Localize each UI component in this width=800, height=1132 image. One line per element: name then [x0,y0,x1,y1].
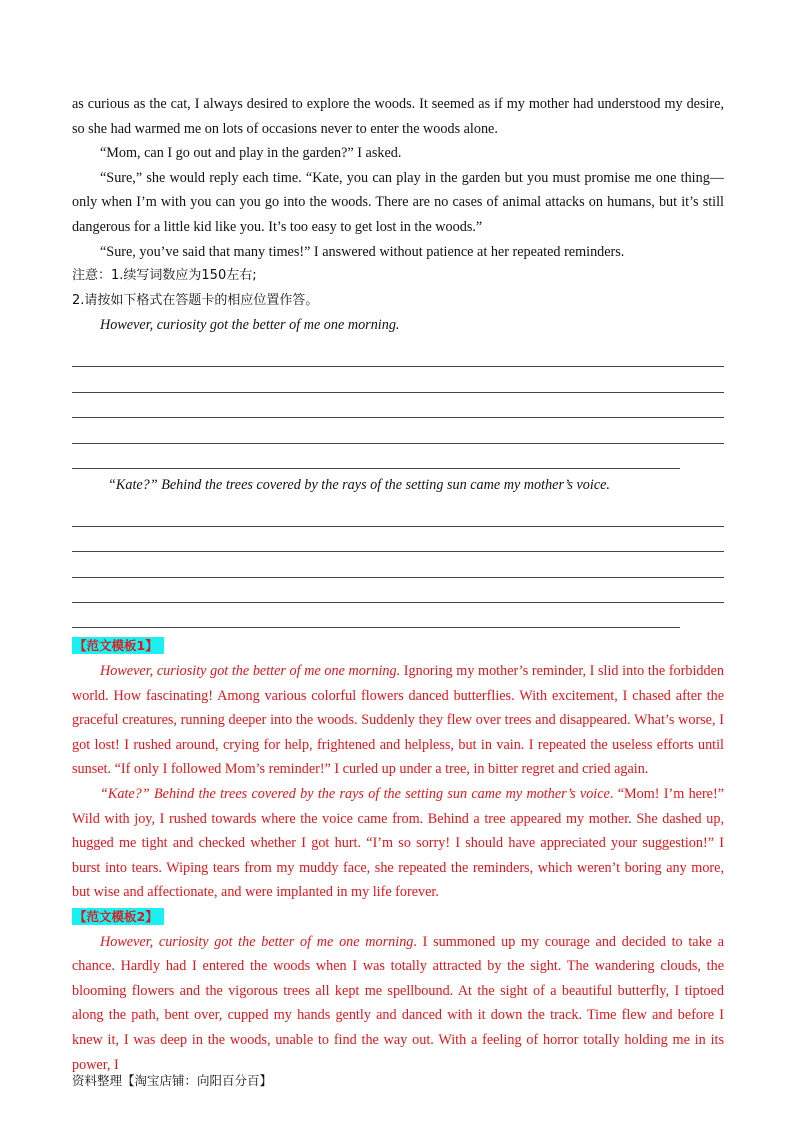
sample-1-lead-1: However, curiosity got the better of me one morning. [100,663,401,680]
document-page [72,92,724,1077]
answer-line [72,342,724,367]
sample-2-label: 【范文模板2】 [72,908,164,925]
answer-line [72,578,724,603]
note-2: 2.请按如下格式在答题卡的相应位置作答。 [72,292,319,308]
sample-1-body-1: Ignoring my mother’s reminder, I slid into the forbidden world. How fascinating! Among various colorful flowers danced butterflies. With excitement, I chased after the graceful creatures, running deeper into the woods. Suddenly they flew over trees and disappeared. What’s worse, I got lost! I rushed around, crying for help, frightened and helpless, but in vain. I repeated the useless efforts until sunset. “If only I followed Mom’s reminder!” I curled up under a tree, in bitter regret and cried again. [72,663,724,778]
sample-2-paragraph-1 [72,930,724,1078]
answer-line [72,552,724,577]
answer-line [72,527,724,552]
answer-lines-1 [72,342,724,469]
answer-line [72,444,680,469]
sample-1-paragraph-2 [72,782,724,905]
sample-1-body-2: . “Mom! I’m here!” Wild with joy, I rushed towards where the voice came from. Behind a tree appeared my mother. She dashed up, hugged me tight and checked whether I got hurt. “I’m so sorry! I should have appreciated your suggestion!” I burst into tears. Wiping tears from my muddy face, she repeated the reminders, which weren’t boring any more, but wise and affectionate, and were implanted in my life forever. [72,786,724,901]
sample-1-paragraph-1 [72,659,724,782]
footer-source: 资料整理【淘宝店铺：向阳百分百】 [72,1073,273,1088]
story-paragraph-4: “Sure, you’ve said that many times!” I answered without patience at her repeated reminders. [100,243,625,260]
answer-line [72,603,680,628]
note-1: 注意：1.续写词数应为150左右; [72,268,257,284]
answer-lines-2 [72,501,724,628]
sample-2-label-row [72,905,724,930]
sample-1-label-row [72,634,724,659]
answer-line [72,367,724,392]
answer-line [72,393,724,418]
story-paragraph-1: as curious as the cat, I always desired to explore the woods. It seemed as if my mother had understood my desire, so she had warmed me on lots of occasions never to enter the woods alone. [72,96,724,137]
answer-line [72,418,724,443]
sample-2-body-1: . I summoned up my courage and decided to take a chance. Hardly had I entered the woods when I was totally attracted by the sight. The wandering clouds, the blooming flowers and the vigorous trees all kept me spellbound. At the sight of a beautiful butterfly, I tiptoed along the path, bent over, cupped my hands gently and danced with it down the track. Time flew and before I knew it, I was deep in the woods, unable to find the way out. With a feeling of horror totally holding me in its power, I [72,933,725,1073]
sample-1-label: 【范文模板1】 [72,637,164,654]
sample-1-lead-2: “Kate?” Behind the trees covered by the rays of the setting sun came my mother’s voice [100,786,610,802]
prompt-start-2: “Kate?” Behind the trees covered by the rays of the setting sun came my mother’s voice. [108,476,610,493]
story-paragraph-2: “Mom, can I go out and play in the garden?” I asked. [100,145,402,162]
answer-line [72,501,724,526]
prompt-start-1: However, curiosity got the better of me one morning. [100,317,400,334]
sample-2-lead-1: However, curiosity got the better of me one morning [100,933,414,950]
story-paragraph-3: “Sure,” she would reply each time. “Kate, you can play in the garden but you must promise me one thing—only when I’m with you can you go into the woods. There are no cases of animal attacks on humans, but it’s still dangerous for a little kid like you. It’s too easy to get lost in the woods.” [72,169,724,235]
